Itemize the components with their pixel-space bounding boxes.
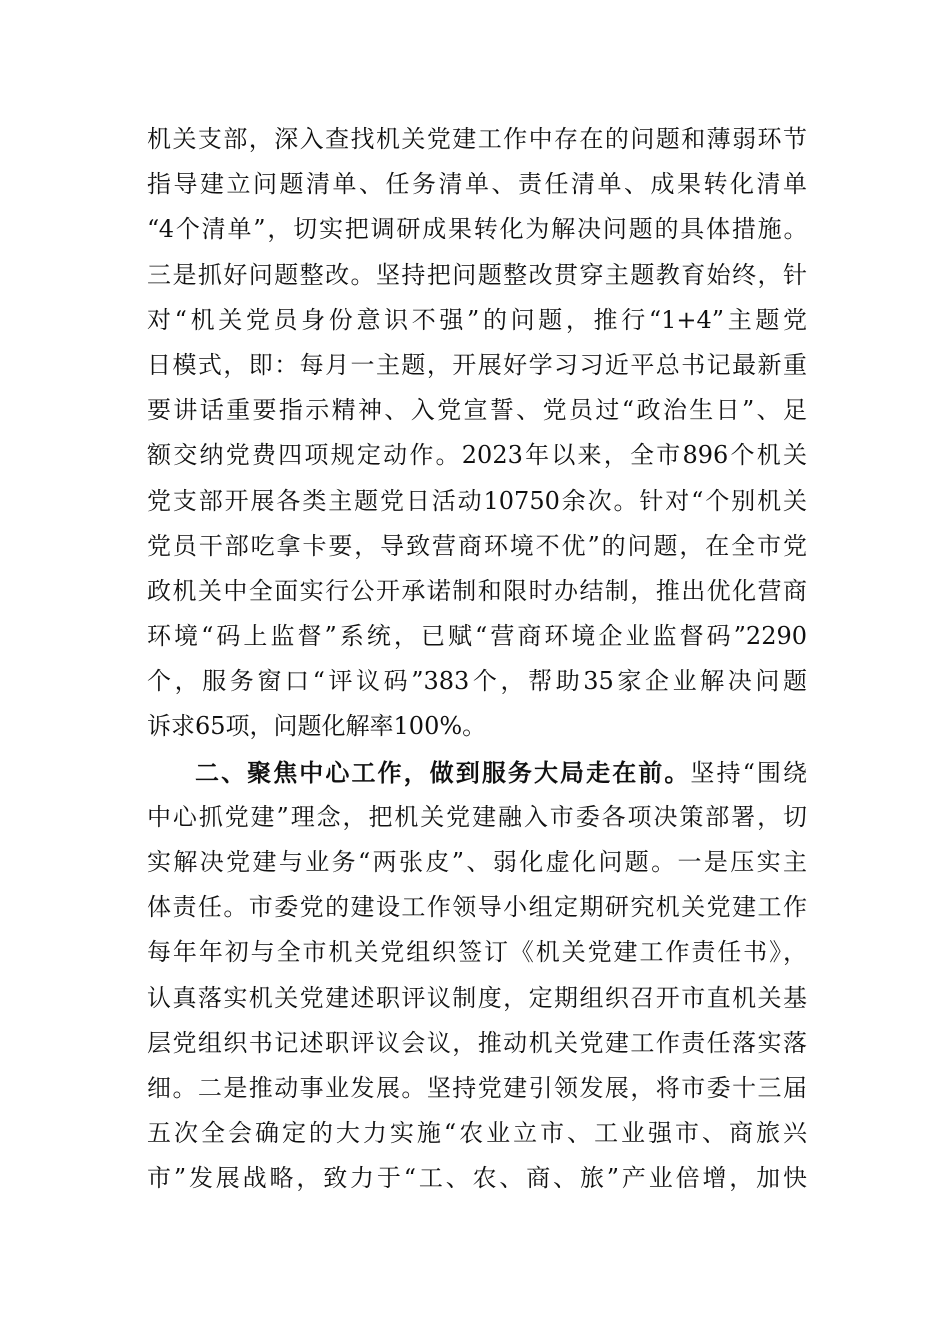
text-line: “4个清单”，切实把调研成果转化为解决问题的具体措施。 xyxy=(147,215,807,244)
text-line: 党员干部吃拿卡要，导致营商环境不优”的问题，在全市党 xyxy=(147,531,807,560)
text-line: 日模式，即：每月一主题，开展好学习习近平总书记最新重 xyxy=(147,350,807,379)
text-line: 环境“码上监督”系统，已赋“营商环境企业监督码”2290 xyxy=(147,622,807,651)
text-line: 层党组织书记述职评议会议，推动机关党建工作责任落实落 xyxy=(147,1028,807,1057)
section-heading-line xyxy=(147,750,807,795)
document-body xyxy=(147,117,807,1202)
text-line: 对“机关党员身份意识不强”的问题，推行“1+4”主题党 xyxy=(147,305,807,334)
text-line: 个，服务窗口“评议码”383个，帮助35家企业解决问题 xyxy=(147,667,807,696)
text-line: 额交纳党费四项规定动作。2023年以来，全市896个机关 xyxy=(147,441,807,470)
text-line: 市”发展战略，致力于“工、农、商、旅”产业倍增，加快 xyxy=(147,1164,807,1193)
text-line: 要讲话重要指示精神、入党宣誓、党员过“政治生日”、足 xyxy=(147,396,807,425)
text-line: 诉求65项，问题化解率100%。 xyxy=(147,712,487,741)
text-line: 机关支部，深入查找机关党建工作中存在的问题和薄弱环节 xyxy=(147,125,807,153)
text-line: 每年年初与全市机关党组织签订《机关党建工作责任书》， xyxy=(147,938,807,967)
text-line: 实解决党建与业务“两张皮”、弱化虚化问题。一是压实主 xyxy=(147,848,807,876)
text-line: 细。二是推动事业发展。坚持党建引领发展，将市委十三届 xyxy=(147,1073,807,1102)
text-line: 三是抓好问题整改。坚持把问题整改贯穿主题教育始终，针 xyxy=(147,260,807,289)
text-line: 指导建立问题清单、任务清单、责任清单、成果转化清单 xyxy=(147,170,807,199)
section-heading: 二、聚焦中心工作，做到服务大局走在前。 xyxy=(195,757,691,787)
text-fragment: 坚持“围绕 xyxy=(690,758,807,787)
text-line: 党支部开展各类主题党日活动10750余次。针对“个别机关 xyxy=(147,486,807,515)
text-line: 认真落实机关党建述职评议制度，定期组织召开市直机关基 xyxy=(147,983,807,1012)
text-line: 五次全会确定的大力实施“农业立市、工业强市、商旅兴 xyxy=(147,1119,807,1148)
text-line: 中心抓党建”理念，把机关党建融入市委各项决策部署，切 xyxy=(147,802,807,831)
text-line: 政机关中全面实行公开承诺制和限时办结制，推出优化营商 xyxy=(147,576,807,605)
text-line: 体责任。市委党的建设工作领导小组定期研究机关党建工作 xyxy=(147,893,807,922)
